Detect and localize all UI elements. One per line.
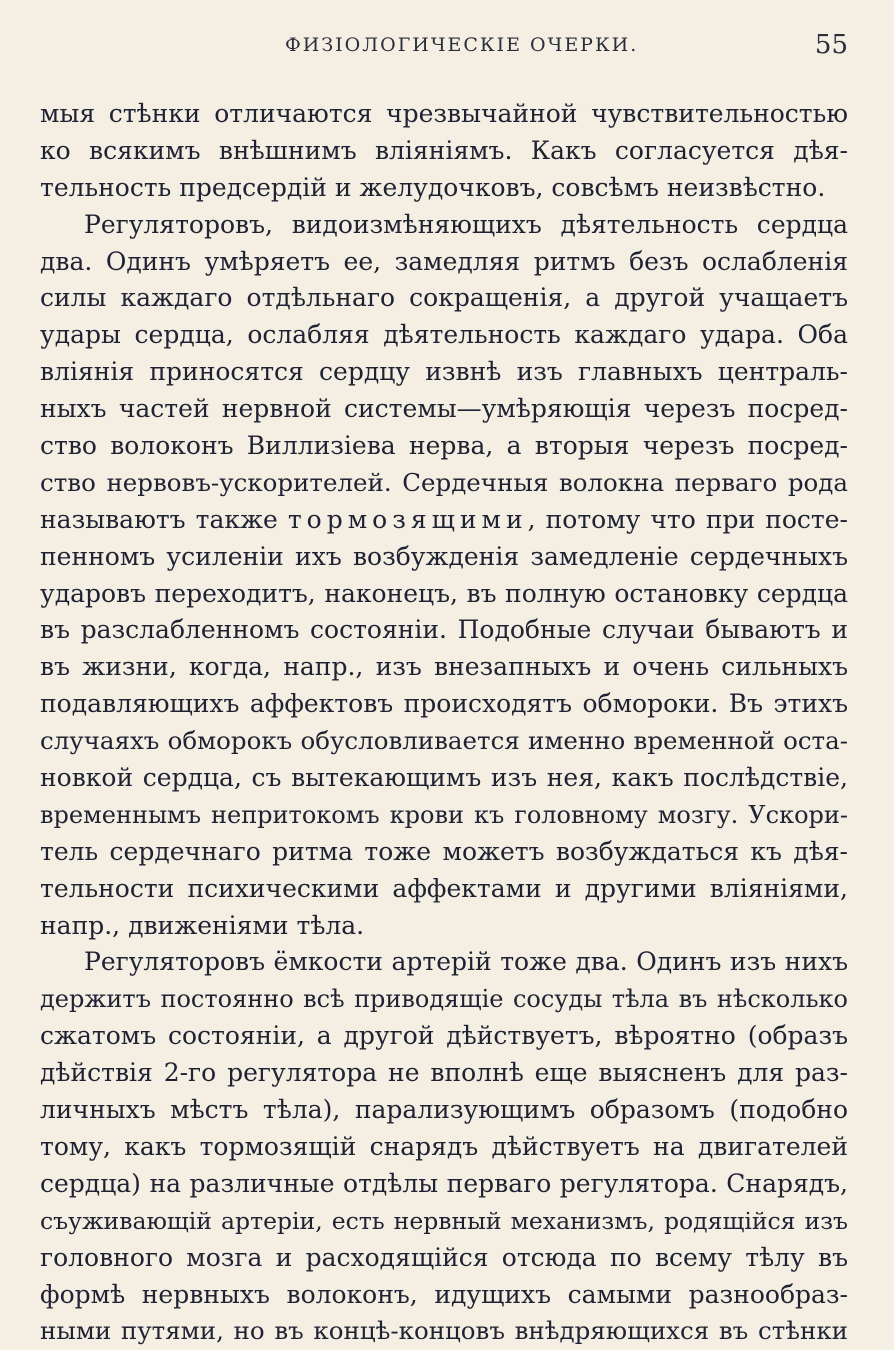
paragraph-start-line: Регуляторовъ ёмкости артерій тоже два. Одинъ изъ нихъ — [84, 947, 848, 977]
text-line: ство волоконъ Виллизіева нерва, а вторыя черезъ посред- — [40, 431, 848, 461]
text-fragment: , потому что при посте- — [527, 504, 848, 534]
text-fragment: называютъ также — [40, 504, 288, 534]
text-line: ко всякимъ внѣшнимъ вліяніямъ. Какъ согласуется дѣя- — [40, 135, 848, 165]
running-title: ФИЗІОЛОГИЧЕСКІЕ ОЧЕРКИ. — [285, 34, 639, 56]
text-line: сердца) на различные отдѣлы перваго регулятора. Снарядъ, — [40, 1168, 848, 1198]
text-line: ныхъ частей нервной системы—умѣряющія черезъ посред- — [40, 394, 848, 424]
page-number: 55 — [814, 30, 848, 60]
text-line: сжатомъ состояніи, а другой дѣйствуетъ, вѣроятно (образъ — [40, 1021, 848, 1051]
text-line: временнымъ непритокомъ крови къ головному мозгу. Ускори- — [40, 800, 848, 829]
text-line: головного мозга и расходящійся отсюда по всему тѣлу въ — [40, 1242, 848, 1272]
text-line: держитъ постоянно всѣ приводящіе сосуды тѣла въ нѣсколько — [40, 985, 848, 1014]
text-line: ударовъ переходитъ, наконецъ, въ полную остановку сердца — [40, 578, 848, 608]
page-header — [40, 30, 848, 68]
text-line: новкой сердца, съ вытекающимъ изъ нея, какъ послѣдствіе, — [40, 763, 848, 793]
text-line: въ разслабленномъ состояніи. Подобные случаи бываютъ и — [40, 615, 848, 645]
text-line: формѣ нервныхъ волоконъ, идущихъ самыми разнообраз- — [40, 1279, 848, 1309]
paragraph-start-line: Регуляторовъ, видоизмѣняющихъ дѣятельность сердца — [84, 209, 848, 239]
spaced-emphasis-word: тормозящими — [287, 504, 528, 534]
text-line: съуживающій артеріи, есть нервный механизмъ, родящійся изъ — [40, 1206, 848, 1235]
text-line: подавляющихъ аффектовъ происходятъ обмороки. Въ этихъ — [40, 689, 848, 719]
text-line: тельность предсердій и желудочковъ, совсѣмъ неизвѣстно. — [40, 172, 826, 202]
text-line: ными путями, но въ концѣ-концовъ внѣдряющихся въ стѣнки — [40, 1316, 848, 1346]
text-line: тель сердечнаго ритма тоже можетъ возбуждаться къ дѣя- — [40, 836, 848, 866]
text-line: случаяхъ обморокъ обусловливается именно временной оста- — [40, 726, 848, 756]
text-line: тому, какъ тормозящій снарядъ дѣйствуетъ на двигателей — [40, 1131, 848, 1161]
text-line: два. Одинъ умѣряетъ ее, замедляя ритмъ безъ ослабленія — [40, 246, 848, 276]
text-line: вліянія приносятся сердцу извнѣ изъ главныхъ централь- — [40, 357, 848, 387]
text-line: личныхъ мѣстъ тѣла), парализующимъ образомъ (подобно — [40, 1095, 848, 1125]
text-line: въ жизни, когда, напр., изъ внезапныхъ и очень сильныхъ — [40, 652, 848, 682]
text-line: силы каждаго отдѣльнаго сокращенія, а другой учащаетъ — [40, 283, 848, 313]
text-line: дѣйствія 2-го регулятора не вполнѣ еще выясненъ для раз- — [40, 1058, 848, 1088]
text-line: напр., движеніями тѣла. — [40, 910, 365, 940]
text-line: ство нервовъ-ускорителей. Сердечныя волокна перваго рода — [40, 467, 848, 497]
text-line: мыя стѣнки отличаются чрезвычайной чувствительностью — [40, 99, 848, 128]
text-line: пенномъ усиленіи ихъ возбужденія замедленіе сердечныхъ — [40, 541, 848, 571]
text-line-with-spaced-word — [40, 502, 848, 539]
text-line: тельности психическими аффектами и другими вліяніями, — [40, 873, 848, 903]
body-text — [40, 96, 848, 1350]
text-line: удары сердца, ослабляя дѣятельность каждаго удара. Оба — [40, 320, 848, 350]
